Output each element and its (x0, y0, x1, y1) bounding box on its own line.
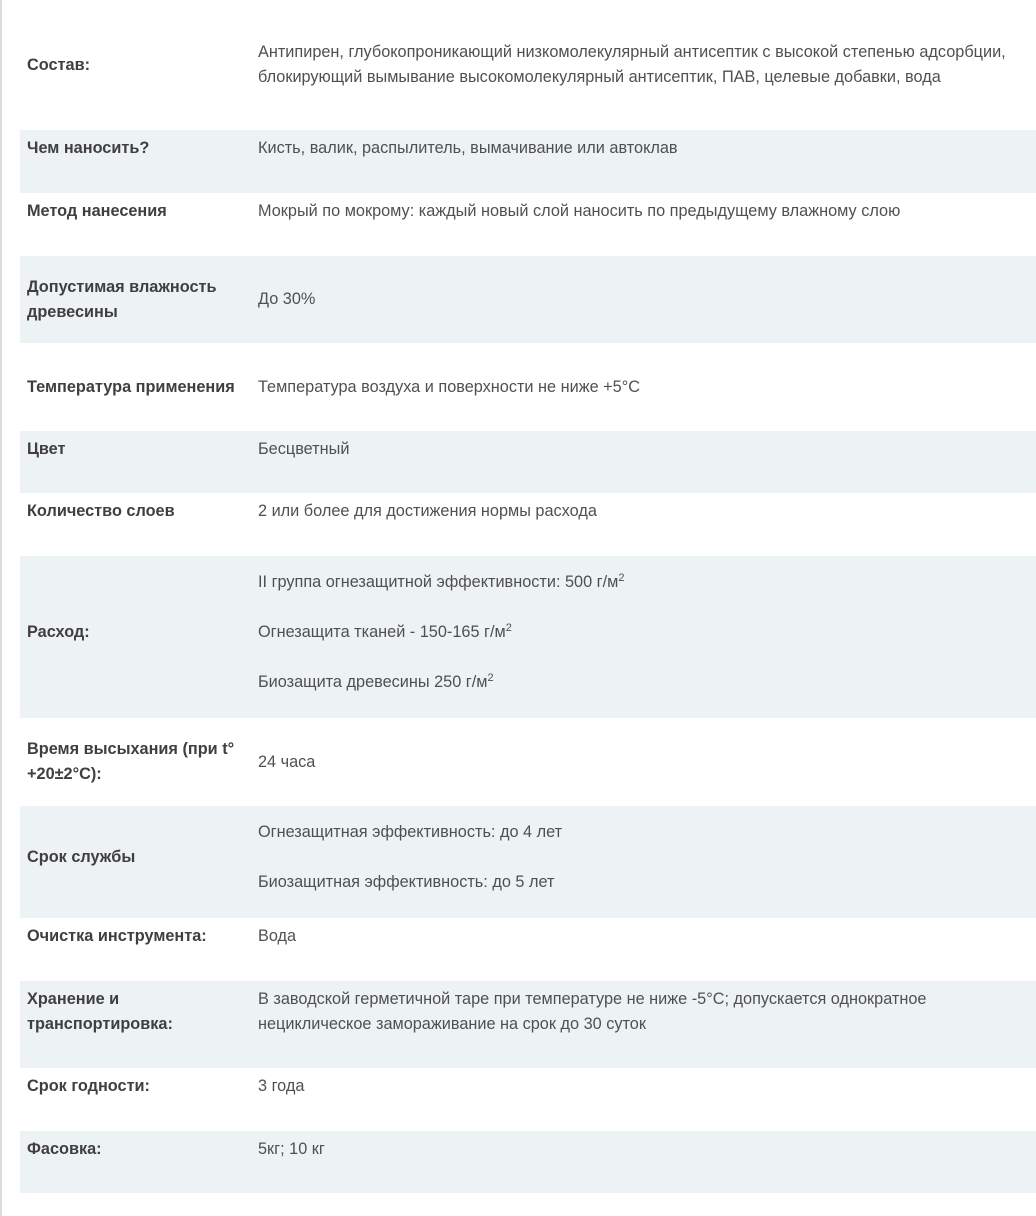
spec-row-composition (20, 0, 1036, 130)
spec-value-line: Антипирен, глубокопроникающий низкомолекулярный антисептик с высокой степенью адсорбции, блокирующий вымывание высокомолекулярный антисептик, ПАВ, целевые добавки, вода (258, 43, 1006, 86)
spec-value-line: 24 часа (258, 752, 316, 771)
consumption-line-text: Биозащита древесины 250 г/м (258, 672, 488, 691)
spec-label: Количество слоев (27, 502, 175, 520)
spec-value (258, 924, 1028, 949)
spec-value-line: 3 года (258, 1077, 305, 1095)
consumption-line-text: Огнезащита тканей - 150-165 г/м (258, 622, 506, 641)
spec-label: Цвет (27, 440, 66, 458)
spec-label: Метод нанесения (27, 202, 167, 220)
spec-value-line: Кисть, валик, распылитель, вымачивание или автоклав (258, 139, 678, 157)
superscript: 2 (487, 671, 494, 684)
spec-label: Срок годности: (27, 1077, 150, 1095)
spec-value-line: Температура воздуха и поверхности не ниже +5°С (258, 377, 640, 396)
spec-value (258, 199, 1028, 224)
consumption-line-text: II группа огнезащитной эффективности: 500 г/м (258, 572, 619, 591)
spec-label: Фасовка: (27, 1140, 102, 1158)
spec-value (258, 570, 1028, 695)
spec-row-application-method (20, 193, 1036, 256)
spec-value (258, 1074, 1028, 1099)
spec-row-service-life (20, 806, 1036, 918)
spec-value-line: 5кг; 10 кг (258, 1140, 325, 1158)
superscript: 2 (618, 571, 625, 584)
spec-value (258, 40, 1028, 90)
spec-value-line (258, 570, 1028, 595)
spec-value (258, 437, 1028, 462)
spec-row-application-tools (20, 130, 1036, 193)
spec-row-drying-time (20, 718, 1036, 806)
spec-value-line: Вода (258, 927, 297, 945)
superscript: 2 (505, 621, 512, 634)
spec-row-color (20, 431, 1036, 493)
spec-label: Хранение и транспортировка: (27, 990, 173, 1033)
spec-row-storage (20, 981, 1036, 1068)
spec-value-line: Мокрый по мокрому: каждый новый слой наносить по предыдущему влажному слою (258, 202, 901, 220)
spec-value (258, 987, 1028, 1037)
spec-value-line: Бесцветный (258, 440, 350, 458)
spec-row-layer-count (20, 493, 1036, 556)
spec-value (258, 136, 1028, 161)
spec-label: Очистка инструмента: (27, 927, 207, 945)
spec-row-packaging (20, 1131, 1036, 1193)
spec-value (258, 1137, 1028, 1162)
spec-value (258, 375, 1028, 400)
spec-value-line: Огнезащитная эффективность: до 4 лет (258, 822, 563, 841)
spec-label: Допустимая влажность древесины (27, 277, 217, 321)
spec-value-line: До 30% (258, 290, 316, 308)
spec-value-line: Биозащитная эффективность: до 5 лет (258, 872, 555, 891)
spec-row-tool-cleaning (20, 918, 1036, 981)
spec-label: Расход: (27, 622, 90, 641)
spec-row-shelf-life (20, 1068, 1036, 1131)
spec-value-line: 2 или более для достижения нормы расхода (258, 502, 597, 520)
page-left-border (0, 0, 2, 1216)
spec-value (258, 750, 1028, 775)
spec-value (258, 499, 1028, 524)
spec-label: Чем наносить? (27, 139, 150, 157)
spec-label: Состав: (27, 55, 91, 74)
spec-row-consumption (20, 556, 1036, 718)
spec-table (20, 0, 1036, 1193)
spec-value-line: В заводской герметичной таре при температуре не ниже -5°С; допускается однократное нециклическое замораживание на срок до 30 суток (258, 990, 927, 1033)
spec-row-application-temperature (20, 343, 1036, 431)
spec-value (258, 287, 1028, 312)
spec-value-line (258, 620, 1028, 645)
spec-row-wood-moisture (20, 256, 1036, 343)
spec-value-line (258, 670, 1028, 695)
spec-label: Срок службы (27, 847, 136, 866)
spec-label: Температура применения (27, 377, 235, 396)
spec-value (258, 820, 1028, 895)
spec-label: Время высыхания (при t° +20±2°С): (27, 740, 235, 783)
